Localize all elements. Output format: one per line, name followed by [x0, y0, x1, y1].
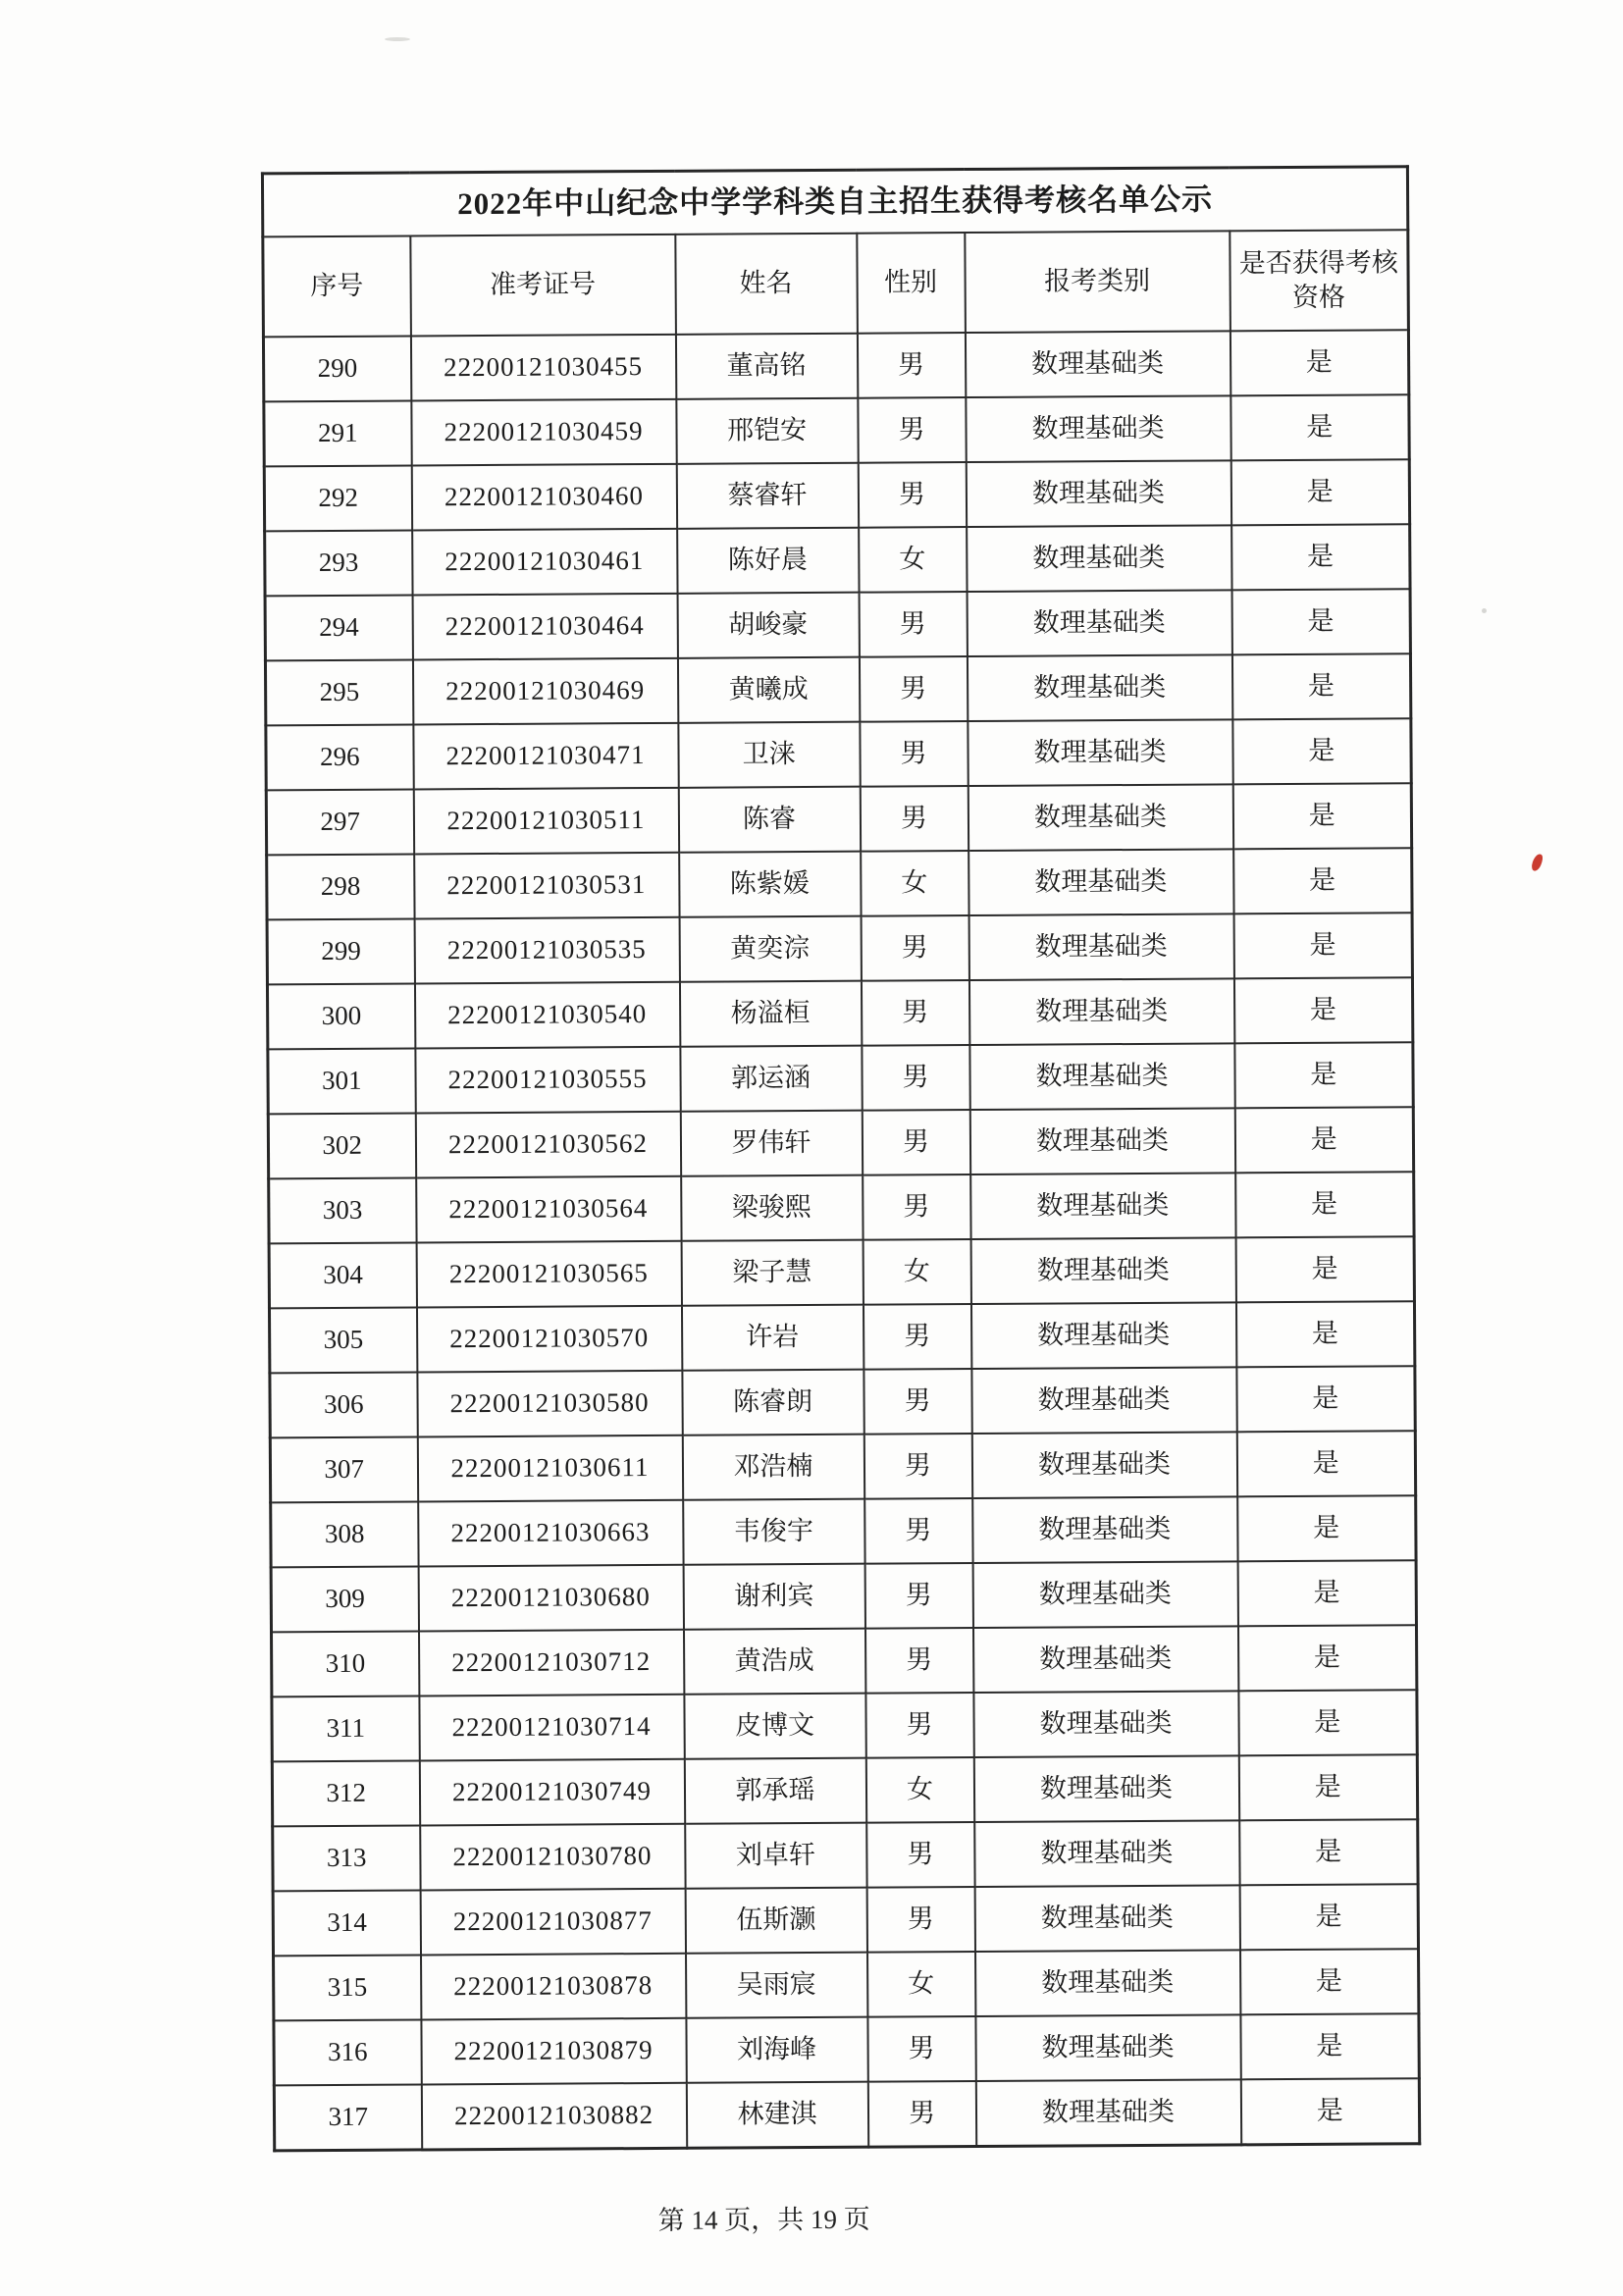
table-body: [263, 330, 1419, 2151]
cell-qualified: 是: [1237, 1560, 1416, 1626]
cell-qualified: 是: [1231, 653, 1410, 719]
cell-name: 罗伟轩: [680, 1111, 862, 1176]
cell-name: 刘卓轩: [685, 1823, 866, 1889]
cell-name: 陈好晨: [677, 528, 859, 594]
cell-name: 邓浩楠: [682, 1435, 864, 1500]
cell-category: 数理基础类: [967, 590, 1231, 656]
cell-qualified: 是: [1233, 848, 1412, 913]
column-header-category: 报考类别: [965, 231, 1230, 333]
cell-qualified: 是: [1237, 1495, 1416, 1561]
cell-ticket-number: 22200121030882: [421, 2083, 686, 2150]
table-row: [265, 524, 1410, 596]
cell-index: 313: [273, 1825, 420, 1891]
cell-name: 黄浩成: [683, 1629, 864, 1695]
cell-index: 312: [272, 1760, 419, 1826]
cell-name: 陈睿朗: [682, 1370, 864, 1435]
cell-name: 吴雨宸: [686, 1953, 867, 2018]
table-row: [266, 783, 1411, 855]
cell-qualified: 是: [1232, 718, 1411, 784]
cell-index: 291: [264, 400, 411, 466]
cell-name: 林建淇: [686, 2082, 867, 2149]
table-row: [270, 1431, 1415, 1502]
cell-category: 数理基础类: [969, 1108, 1234, 1174]
cell-gender: 男: [861, 915, 969, 981]
column-header-name: 姓名: [675, 234, 858, 335]
page-footer: 第 14 页，共 19 页: [657, 2204, 870, 2235]
cell-index: 298: [267, 854, 414, 919]
cell-category: 数理基础类: [968, 784, 1232, 851]
cell-ticket-number: 22200121030749: [419, 1759, 684, 1826]
cell-name: 郭运涵: [680, 1046, 862, 1112]
cell-name: 梁骏熙: [681, 1175, 863, 1241]
cell-gender: 男: [861, 980, 969, 1046]
cell-index: 302: [268, 1113, 415, 1178]
cell-qualified: 是: [1230, 330, 1408, 395]
cell-name: 皮博文: [684, 1694, 865, 1759]
column-header-index: 序号: [263, 235, 411, 337]
qualification-table: [261, 165, 1421, 2152]
table-row: [268, 1107, 1413, 1178]
table-row: [271, 1560, 1416, 1632]
table-row: [264, 459, 1409, 531]
cell-index: 303: [269, 1177, 416, 1243]
cell-name: 梁子慧: [681, 1240, 863, 1306]
cell-category: 数理基础类: [972, 1561, 1237, 1628]
cell-index: 294: [265, 595, 412, 660]
cell-name: 黄奕淙: [679, 916, 861, 982]
cell-ticket-number: 22200121030879: [421, 2018, 686, 2085]
cell-ticket-number: 22200121030471: [413, 723, 678, 790]
cell-gender: 女: [865, 1757, 973, 1823]
table-header-row: [263, 230, 1409, 337]
cell-gender: 男: [857, 333, 965, 398]
cell-gender: 男: [864, 1498, 972, 1564]
cell-name: 黄曦成: [677, 657, 859, 723]
cell-qualified: 是: [1230, 459, 1409, 525]
cell-name: 陈紫媛: [679, 852, 861, 917]
table-row: [267, 913, 1412, 984]
cell-category: 数理基础类: [967, 525, 1231, 592]
cell-ticket-number: 22200121030469: [412, 658, 677, 725]
cell-name: 陈睿: [678, 787, 860, 853]
cell-qualified: 是: [1232, 783, 1411, 849]
cell-index: 316: [274, 2019, 421, 2085]
cell-gender: 男: [867, 2016, 975, 2082]
cell-category: 数理基础类: [972, 1626, 1237, 1693]
cell-gender: 男: [862, 1110, 969, 1175]
cell-ticket-number: 22200121030540: [414, 982, 679, 1049]
cell-qualified: 是: [1231, 589, 1410, 654]
table-row: [269, 1172, 1414, 1243]
cell-name: 伍斯灏: [685, 1888, 866, 1954]
cell-qualified: 是: [1235, 1301, 1414, 1367]
cell-qualified: 是: [1238, 1690, 1417, 1755]
cell-index: 292: [264, 465, 411, 531]
cell-category: 数理基础类: [973, 1755, 1238, 1822]
cell-qualified: 是: [1239, 1884, 1418, 1950]
cell-qualified: 是: [1234, 1042, 1413, 1108]
cell-gender: 男: [866, 1887, 974, 1953]
cell-name: 韦俊宇: [683, 1499, 864, 1565]
cell-category: 数理基础类: [972, 1496, 1237, 1563]
cell-name: 卫涞: [678, 722, 860, 788]
cell-ticket-number: 22200121030611: [417, 1435, 682, 1502]
cell-ticket-number: 22200121030535: [414, 917, 679, 984]
table-row: [274, 2078, 1419, 2151]
cell-gender: 男: [863, 1304, 970, 1370]
cell-index: 295: [265, 659, 412, 725]
cell-qualified: 是: [1233, 977, 1412, 1043]
column-header-qualified: 是否获得考核资格: [1230, 230, 1409, 331]
cell-category: 数理基础类: [971, 1367, 1236, 1434]
cell-qualified: 是: [1230, 394, 1409, 460]
cell-category: 数理基础类: [974, 1820, 1239, 1887]
cell-name: 刘海峰: [686, 2017, 867, 2083]
cell-gender: 男: [864, 1434, 971, 1499]
scan-speck: [385, 37, 410, 41]
cell-index: 296: [266, 724, 413, 790]
table-row: [266, 718, 1411, 790]
table-row: [268, 1042, 1413, 1114]
table-row: [270, 1366, 1415, 1437]
cell-qualified: 是: [1235, 1236, 1414, 1302]
cell-gender: 男: [859, 592, 967, 657]
cell-ticket-number: 22200121030562: [415, 1112, 680, 1178]
cell-index: 297: [266, 789, 413, 855]
table-row: [274, 2013, 1419, 2085]
cell-qualified: 是: [1240, 2078, 1419, 2145]
table-title-row: [262, 167, 1407, 237]
cell-name: 郭承瑶: [684, 1758, 865, 1824]
cell-category: 数理基础类: [967, 654, 1231, 721]
cell-category: 数理基础类: [969, 1043, 1234, 1110]
cell-qualified: 是: [1240, 2013, 1419, 2079]
cell-index: 311: [272, 1696, 419, 1761]
cell-category: 数理基础类: [973, 1691, 1238, 1757]
cell-ticket-number: 22200121030878: [421, 1954, 686, 2020]
table-row: [273, 1819, 1418, 1891]
cell-gender: 男: [859, 656, 967, 722]
cell-gender: 男: [860, 721, 968, 787]
table-row: [267, 848, 1412, 919]
cell-gender: 男: [867, 2081, 975, 2147]
cell-index: 310: [272, 1631, 419, 1696]
cell-category: 数理基础类: [974, 1885, 1239, 1952]
cell-qualified: 是: [1231, 524, 1410, 590]
cell-category: 数理基础类: [975, 2079, 1240, 2146]
cell-ticket-number: 22200121030531: [414, 853, 679, 919]
cell-index: 306: [270, 1372, 417, 1437]
cell-qualified: 是: [1233, 913, 1412, 978]
scan-speck: [1482, 608, 1487, 613]
cell-gender: 男: [858, 462, 966, 528]
page-title: 2022年中山纪念中学学科类自主招生获得考核名单公示: [262, 167, 1407, 237]
cell-category: 数理基础类: [968, 719, 1232, 786]
cell-qualified: 是: [1235, 1172, 1414, 1237]
cell-ticket-number: 22200121030511: [413, 788, 678, 855]
cell-gender: 男: [865, 1693, 973, 1758]
cell-ticket-number: 22200121030460: [411, 464, 676, 531]
cell-ticket-number: 22200121030680: [418, 1565, 683, 1632]
cell-index: 304: [269, 1242, 416, 1308]
cell-index: 309: [271, 1566, 418, 1632]
table-row: [265, 589, 1410, 660]
cell-index: 314: [273, 1890, 420, 1956]
cell-qualified: 是: [1234, 1107, 1413, 1173]
cell-ticket-number: 22200121030712: [419, 1630, 684, 1696]
cell-category: 数理基础类: [970, 1237, 1235, 1304]
cell-qualified: 是: [1240, 1949, 1419, 2014]
cell-index: 307: [270, 1436, 417, 1502]
cell-gender: 女: [861, 851, 969, 916]
cell-gender: 女: [863, 1239, 970, 1305]
cell-category: 数理基础类: [975, 2014, 1240, 2081]
cell-ticket-number: 22200121030714: [419, 1695, 684, 1761]
cell-index: 299: [267, 918, 414, 984]
table-row: [274, 1949, 1419, 2020]
cell-index: 293: [265, 530, 412, 596]
cell-ticket-number: 22200121030459: [411, 399, 676, 466]
table-row: [263, 330, 1408, 401]
cell-gender: 女: [859, 527, 967, 593]
cell-index: 317: [274, 2084, 421, 2150]
table-row: [265, 653, 1410, 725]
cell-ticket-number: 22200121030555: [415, 1047, 680, 1114]
cell-category: 数理基础类: [971, 1432, 1236, 1498]
cell-category: 数理基础类: [969, 913, 1233, 980]
cell-qualified: 是: [1239, 1819, 1418, 1885]
cell-category: 数理基础类: [969, 849, 1233, 915]
cell-gender: 男: [858, 397, 966, 463]
table-row: [267, 977, 1412, 1049]
table-row: [272, 1690, 1417, 1761]
cell-ticket-number: 22200121030580: [417, 1371, 682, 1437]
cell-gender: 男: [860, 786, 968, 852]
cell-index: 300: [267, 983, 414, 1049]
cell-index: 308: [271, 1501, 418, 1567]
table-row: [269, 1301, 1414, 1373]
cell-index: 305: [269, 1307, 416, 1373]
cell-qualified: 是: [1236, 1366, 1415, 1432]
cell-index: 301: [268, 1048, 415, 1114]
cell-gender: 女: [867, 1952, 975, 2017]
cell-gender: 男: [864, 1628, 972, 1694]
cell-ticket-number: 22200121030663: [418, 1500, 683, 1567]
cell-name: 董高铭: [675, 334, 857, 399]
table-row: [264, 394, 1409, 466]
cell-gender: 男: [862, 1045, 969, 1111]
cell-name: 许岩: [681, 1305, 863, 1371]
cell-ticket-number: 22200121030780: [420, 1824, 685, 1891]
cell-name: 邢铠安: [676, 398, 858, 464]
table-row: [272, 1625, 1417, 1696]
column-header-gender: 性别: [857, 233, 966, 334]
cell-category: 数理基础类: [970, 1173, 1235, 1239]
cell-qualified: 是: [1238, 1754, 1417, 1820]
cell-name: 蔡睿轩: [676, 463, 858, 529]
cell-name: 谢利宾: [683, 1564, 864, 1630]
cell-ticket-number: 22200121030455: [410, 335, 675, 401]
cell-ticket-number: 22200121030570: [416, 1306, 681, 1373]
table-row: [273, 1884, 1418, 1956]
cell-gender: 男: [864, 1563, 972, 1629]
table-row: [269, 1236, 1414, 1308]
cell-ticket-number: 22200121030564: [416, 1176, 681, 1243]
column-header-ticket-number: 准考证号: [410, 235, 676, 337]
cell-category: 数理基础类: [975, 1950, 1240, 2016]
cell-ticket-number: 22200121030877: [420, 1889, 685, 1956]
cell-qualified: 是: [1237, 1625, 1416, 1691]
cell-ticket-number: 22200121030464: [412, 594, 677, 660]
cell-ticket-number: 22200121030565: [416, 1241, 681, 1308]
cell-name: 杨溢桓: [679, 981, 861, 1047]
cell-category: 数理基础类: [969, 978, 1233, 1045]
cell-category: 数理基础类: [966, 395, 1230, 462]
cell-name: 胡峻豪: [677, 593, 859, 658]
cell-qualified: 是: [1236, 1431, 1415, 1496]
cell-category: 数理基础类: [970, 1302, 1235, 1369]
cell-gender: 男: [864, 1369, 971, 1435]
cell-gender: 男: [863, 1174, 970, 1240]
cell-index: 290: [263, 336, 410, 401]
table-row: [271, 1495, 1416, 1567]
cell-category: 数理基础类: [966, 460, 1230, 527]
cell-index: 315: [274, 1955, 421, 2020]
cell-ticket-number: 22200121030461: [412, 529, 677, 596]
cell-category: 数理基础类: [965, 331, 1230, 397]
table-row: [272, 1754, 1417, 1826]
cell-gender: 男: [866, 1822, 974, 1888]
